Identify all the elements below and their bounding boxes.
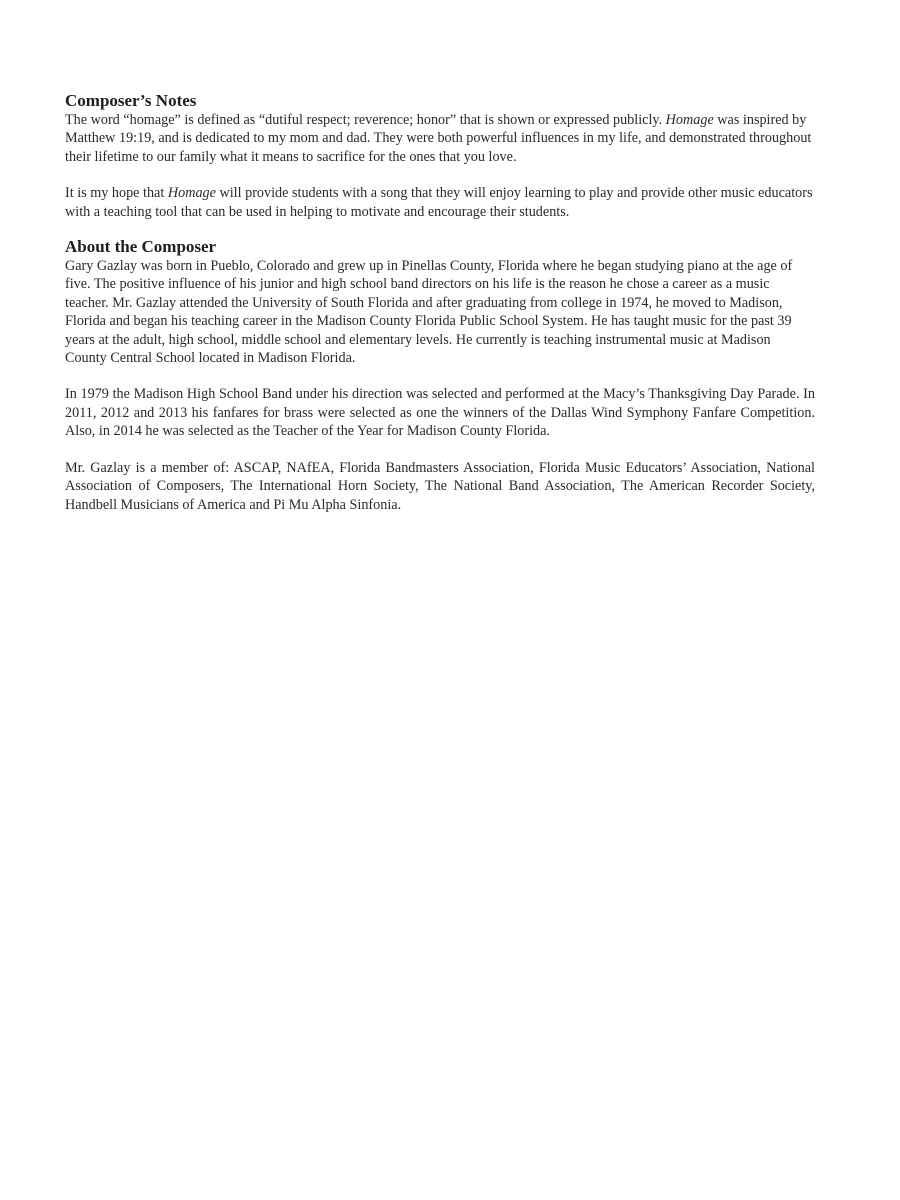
notes-paragraph-1 <box>65 111 815 166</box>
about-paragraph-2: In 1979 the Madison High School Band under his direction was selected and performed at the Macy’s Thanksgiving Day Parade. In 2011, 2012 and 2013 his fanfares for brass were selected as one the winners of the Dallas Wind Symphony Fanfare Competition. Also, in 2014 he was selected as the Teacher of the Year for Madison County Florida. <box>65 386 815 440</box>
notes-p2-title-italic: Homage <box>167 185 216 202</box>
about-composer-heading: About the Composer <box>65 237 217 257</box>
notes-p1-text-a: The word “homage” is defined as “dutiful respect; reverence; honor” that is shown or expressed publicly. <box>65 112 666 128</box>
notes-p2-text-b: will provide students with a song that they will enjoy learning to play and provide other music educators with a teaching tool that can be used in helping to motivate and encourage their students. <box>65 185 813 220</box>
notes-paragraph-2 <box>65 184 815 221</box>
page-content <box>65 91 815 514</box>
notes-p2-text-a: It is my hope that <box>65 185 168 202</box>
notes-p1-text-b: was inspired by Matthew 19:19, and is dedicated to my mom and dad. They were both powerful influences in my life, and demonstrated throughout their lifetime to our family what it means to sacrifice for the ones that you love. <box>65 112 812 165</box>
composers-notes-section <box>65 91 815 221</box>
about-composer-section <box>65 237 815 514</box>
composers-notes-heading: Composer’s Notes <box>65 91 197 110</box>
about-paragraph-1: Gary Gazlay was born in Pueblo, Colorado and grew up in Pinellas County, Florida where he began studying piano at the age of five. The positive influence of his junior and high school band directors on his life is the reason he chose a career as a music teacher. Mr. Gazlay attended the University of South Florida and after graduating from college in 1974, he moved to Madison, Florida and began his teaching career in the Madison County Florida Public School System. He has taught music for the past 39 years at the adult, high school, middle school and elementary levels. He currently is teaching instrumental music at Madison County Central School located in Madison Florida. <box>65 258 793 367</box>
about-paragraph-3: Mr. Gazlay is a member of: ASCAP, NAfEA, Florida Bandmasters Association, Florida Music Educators’ Association, National Association of Composers, The International Horn Society, The National Band Association, The American Recorder Society, Handbell Musicians of America and Pi Mu Alpha Sinfonia. <box>65 459 815 513</box>
notes-p1-title-italic: Homage <box>665 112 714 128</box>
